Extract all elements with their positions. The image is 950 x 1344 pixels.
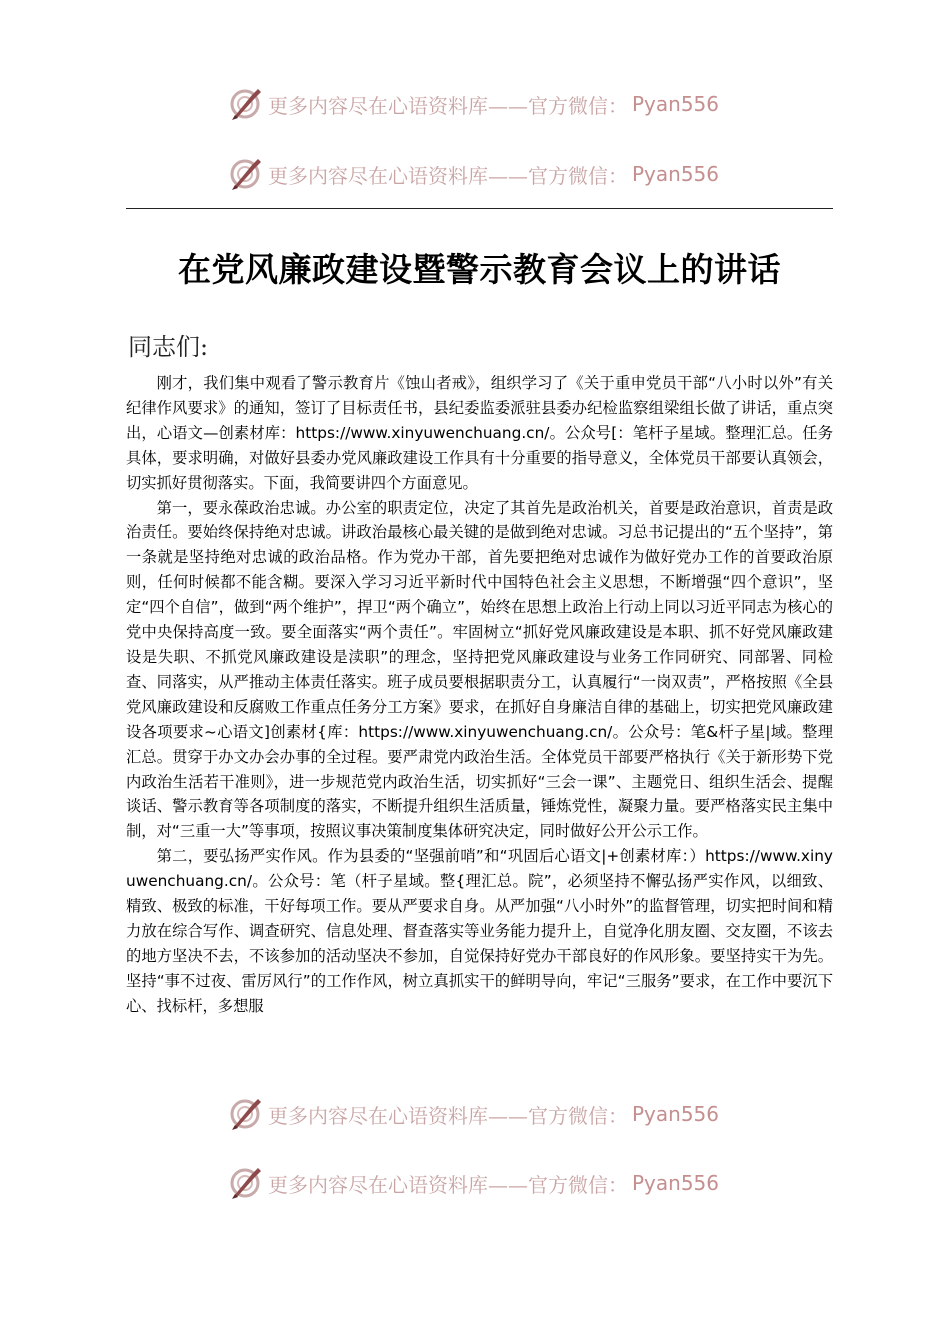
wechat-id: Pyan556 — [632, 1171, 720, 1195]
watermark-text: 更多内容尽在心语资料库——官方微信： — [268, 1103, 628, 1128]
wechat-id: Pyan556 — [632, 162, 720, 186]
footer-watermark-2 — [228, 1163, 719, 1203]
wechat-id: Pyan556 — [632, 1102, 720, 1126]
pen-logo-icon — [228, 156, 264, 192]
wechat-id: Pyan556 — [632, 92, 720, 116]
document-body — [126, 371, 833, 1068]
watermark-text: 更多内容尽在心语资料库——官方微信： — [268, 163, 628, 188]
header-watermark-2 — [228, 154, 719, 194]
watermark-text: 更多内容尽在心语资料库——官方微信： — [268, 1172, 628, 1197]
document-title: 在党风廉政建设暨警示教育会议上的讲话 — [178, 250, 781, 289]
watermark-text: 更多内容尽在心语资料库——官方微信： — [268, 93, 628, 118]
greeting: 同志们: — [128, 333, 209, 361]
body-paragraph: 第一，要永葆政治忠诚。办公室的职责定位，决定了其首先是政治机关，首要是政治意识，首责是政治责任。要始终保持绝对忠诚。讲政治最核心最关键的是做到绝对忠诚。习总书记提出的“五个坚持”，第一条就是坚持绝对忠诚的政治品格。作为党办干部，首先要把绝对忠诚作为做好党办工作的首要政治原则，任何时候都不能含糊。要深入学习习近平新时代中国特色社会主义思想，不断增强“四个意识”，坚定“四个自信”，做到“两个维护”，捍卫“两个确立”，始终在思想上政治上行动上同以习近平同志为核心的党中央保持高度一致。要全面落实“两个责任”。牢固树立“抓好党风廉政建设是本职、抓不好党风廉政建设是失职、不抓党风廉政建设是渎职”的理念，坚持把党风廉政建设与业务工作同研究、同部署、同检查、同落实，从严推动主体责任落实。班子成员要根据职责分工，认真履行“一岗双责”，严格按照《全县党风廉政建设和反腐败工作重点任务分工方案》要求，在抓好自身廉洁自律的基础上，切实把党风廉政建设各项要求~心语文]创素材{库：https://www.xinyuwenchuang.cn/。公众号：笔&杆子星|域。整理汇总。贯穿于办文办会办事的全过程。要严肃党内政治生活。全体党员干部要严格执行《关于新形势下党内政治生活若干准则》，进一步规范党内政治生活，切实抓好“三会一课”、主题党日、组织生活会、提醒谈话、警示教育等各项制度的落实，不断提升组织生活质量，锤炼党性，凝聚力量。要严格落实民主集中制，对“三重一大”等事项，按照议事决策制度集体研究决定，同时做好公开公示工作。 — [126, 498, 833, 841]
body-paragraph: 刚才，我们集中观看了警示教育片《蚀山者戒》，组织学习了《关于重申党员干部“八小时以外”有关纪律作风要求》的通知，签订了目标责任书，县纪委监委派驻县委办纪检监察组梁组长做了讲话，重点突出，心语文—创素材库：https://www.xinyuwenchuang.cn/。公众号[：笔杆子星域。整理汇总。任务具体，要求明确，对做好县委办党风廉政建设工作具有十分重要的指导意义，全体党员干部要认真领会，切实抓好贯彻落实。下面，我简要讲四个方面意见。 — [126, 374, 833, 492]
header-divider — [126, 208, 833, 209]
pen-logo-icon — [228, 1165, 264, 1201]
body-paragraph: 第二，要弘扬严实作风。作为县委的“坚强前哨”和“巩固后心语文|+创素材库：）https://www.xinyuwenchuang.cn/。公众号：笔（杆子星域。整{理汇总。院”，必须坚持不懈弘扬严实作风，以细致、精致、极致的标准，干好每项工作。要从严要求自身。从严加强“八小时外”的监督管理，切实把时间和精力放在综合写作、调查研究、信息处理、督查落实等业务能力提升上，自觉净化朋友圈、交友圈，不该去的地方坚决不去，不该参加的活动坚决不参加，自觉保持好党办干部良好的作风形象。要坚持实干为先。坚持“事不过夜、雷厉风行”的工作作风，树立真抓实干的鲜明导向，牢记“三服务”要求，在工作中要沉下心、找标杆，多想服 — [126, 847, 833, 1015]
header-watermark-1 — [228, 84, 719, 124]
footer-watermark-1 — [228, 1094, 719, 1134]
pen-logo-icon — [228, 1096, 264, 1132]
pen-logo-icon — [228, 86, 264, 122]
